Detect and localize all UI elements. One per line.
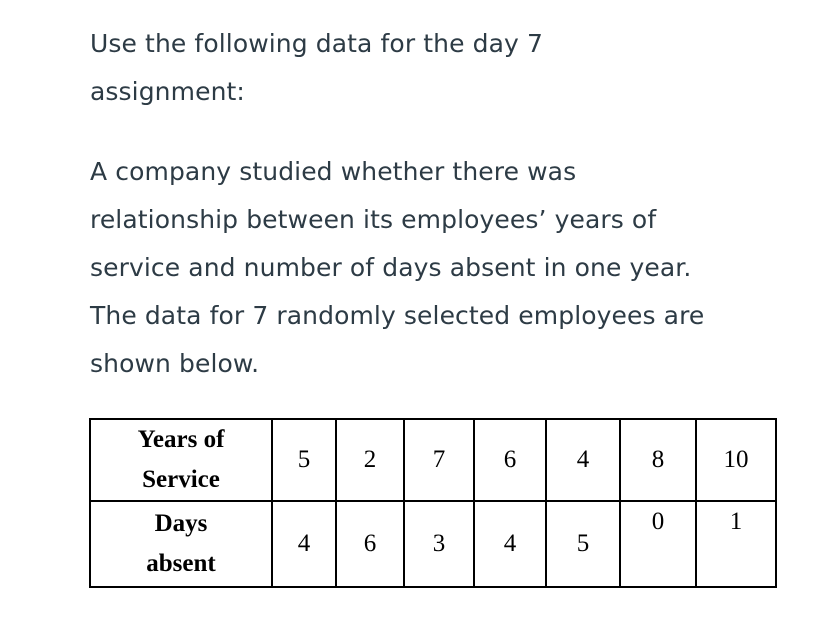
row-header-days-absent	[90, 501, 272, 587]
table-cell: 8	[620, 419, 696, 501]
row-header-line: absent	[146, 550, 216, 577]
table-cell: 1	[696, 501, 776, 587]
problem-paragraph	[90, 148, 704, 388]
problem-line: shown below.	[90, 349, 260, 378]
intro-line: assignment:	[90, 77, 245, 106]
table-row-years-of-service	[90, 419, 776, 501]
table-cell: 5	[272, 419, 336, 501]
row-header-line: Years of	[137, 426, 225, 453]
problem-line: service and number of days absent in one year.	[90, 253, 692, 282]
problem-line: A company studied whether there was	[90, 157, 577, 186]
table-cell: 4	[546, 419, 620, 501]
table-cell: 3	[404, 501, 474, 587]
row-header-line: Days	[154, 510, 208, 537]
data-table	[89, 418, 777, 588]
table-row-days-absent	[90, 501, 776, 587]
problem-line: relationship between its employees’ years of	[90, 205, 657, 234]
table-cell: 4	[272, 501, 336, 587]
intro-paragraph	[90, 20, 543, 116]
table-cell: 10	[696, 419, 776, 501]
table-cell: 6	[474, 419, 546, 501]
row-header-line: Service	[142, 466, 220, 493]
table-cell: 0	[620, 501, 696, 587]
table-cell: 6	[336, 501, 404, 587]
table-cell: 4	[474, 501, 546, 587]
problem-line: The data for 7 randomly selected employees are	[90, 301, 705, 330]
table-cell: 2	[336, 419, 404, 501]
table-cell: 7	[404, 419, 474, 501]
intro-line: Use the following data for the day 7	[90, 29, 543, 58]
row-header-years-of-service	[90, 419, 272, 501]
table-cell: 5	[546, 501, 620, 587]
